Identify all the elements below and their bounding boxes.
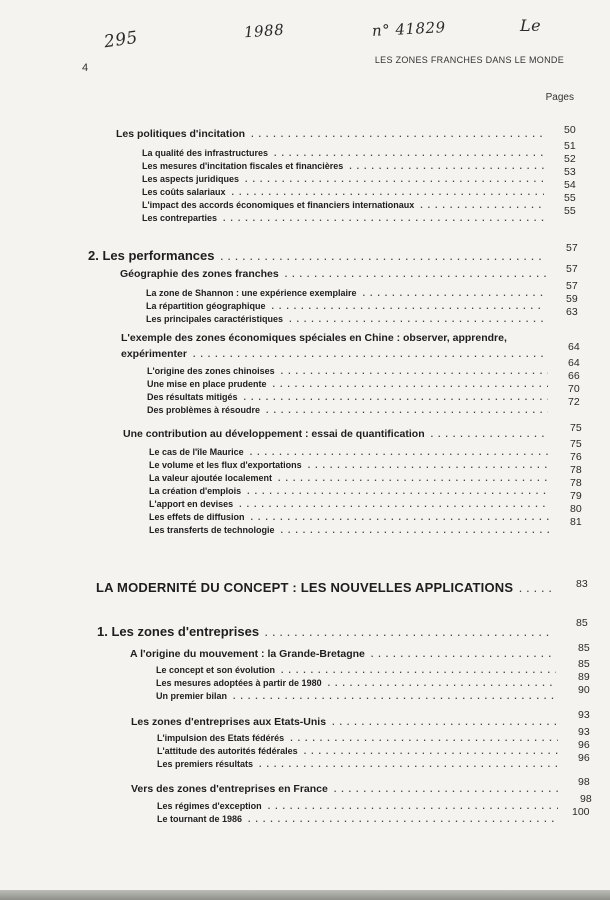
toc-page: 96 (578, 752, 590, 764)
toc-item: Le volume et les flux d'exportations . . . (149, 460, 550, 470)
toc-section-chine-line1: L'exemple des zones économiques spéciales en Chine : observer, apprendre, (121, 332, 507, 344)
toc-page: 100 (572, 806, 590, 818)
handwritten-tail: Le (520, 16, 542, 35)
toc-page: 93 (578, 726, 590, 738)
toc-page: 78 (570, 477, 582, 489)
toc-item: Une mise en place prudente . . . (147, 379, 548, 389)
toc-section-etats-unis: Les zones d'entreprises aux Etats-Unis . . . (131, 716, 558, 728)
toc-section-incitation (116, 128, 544, 140)
toc-item: Les régimes d'exception . . . (157, 801, 558, 811)
toc-title: LA MODERNITÉ DU CONCEPT : LES NOUVELLES APPLICATIONS (96, 580, 514, 595)
toc-page: 59 (566, 293, 578, 305)
toc-title: 1. Les zones d'entreprises (97, 624, 260, 639)
toc-section-geographie: Géographie des zones franches . . . (120, 268, 546, 280)
handwritten-year: 1988 (243, 20, 285, 42)
toc-page: 57 (566, 242, 578, 254)
toc-item: L'attitude des autorités fédérales . . . (157, 746, 558, 756)
toc-item: La répartition géographique . . . (146, 301, 546, 311)
handwritten-number: 295 (102, 27, 140, 53)
toc-item: Les coûts salariaux . . . (142, 187, 544, 197)
toc-item: Des résultats mitigés . . . (147, 392, 548, 402)
toc-title: 2. Les performances (88, 248, 215, 263)
toc-page: 98 (578, 776, 590, 788)
toc-page: 50 (564, 124, 576, 136)
toc-item: Le tournant de 1986 . . . (157, 814, 558, 824)
toc-section-contribution: Une contribution au développement : essai de quantification . . . (123, 428, 548, 440)
toc-page: 83 (576, 578, 588, 590)
toc-page: 85 (578, 658, 590, 670)
toc-item: La valeur ajoutée localement . . . (149, 473, 550, 483)
toc-chapter-zones-entreprises (97, 624, 554, 639)
toc-part-modernite (96, 580, 554, 595)
toc-item: La zone de Shannon : une expérience exemplaire . . . (146, 288, 546, 298)
toc-title: Les politiques d'incitation (116, 128, 246, 140)
toc-page: 52 (564, 153, 576, 165)
toc-page: 75 (570, 422, 582, 434)
toc-item: La qualité des infrastructures . . . (142, 148, 544, 158)
toc-chapter-performances (88, 248, 546, 263)
toc-page: 64 (568, 341, 580, 353)
toc-page: 81 (570, 516, 582, 528)
running-title: LES ZONES FRANCHES DANS LE MONDE (374, 55, 564, 65)
toc-page: 57 (566, 263, 578, 275)
toc-section-chine-line2: expérimenter . . . (121, 348, 548, 360)
toc-page: 79 (570, 490, 582, 502)
toc-item: La création d'emplois . . . (149, 486, 550, 496)
toc-page: 90 (578, 684, 590, 696)
toc-item: L'impact des accords économiques et financiers internationaux . . . (142, 200, 544, 210)
toc-page: 98 (580, 793, 592, 805)
toc-page: 53 (564, 166, 576, 178)
toc-page: 63 (566, 306, 578, 318)
page-bottom-edge (0, 890, 610, 900)
toc-item: L'origine des zones chinoises . . . (147, 366, 548, 376)
toc-section-origine: A l'origine du mouvement : la Grande-Bretagne . . . (130, 648, 556, 660)
toc-item: Les aspects juridiques . . . (142, 174, 544, 184)
toc-page: 85 (576, 617, 588, 629)
toc-page: 54 (564, 179, 576, 191)
toc-page: 89 (578, 671, 590, 683)
toc-item: Les mesures adoptées à partir de 1980 . . . (156, 678, 556, 688)
toc-page: 51 (564, 140, 576, 152)
toc-item: Le cas de l'île Maurice . . . (149, 447, 550, 457)
toc-page: 64 (568, 357, 580, 369)
toc-page: 76 (570, 451, 582, 463)
toc-item: Les premiers résultats . . . (157, 759, 558, 769)
toc-item: L'impulsion des Etats fédérés . . . (157, 733, 558, 743)
toc-page: 72 (568, 396, 580, 408)
toc-page: 57 (566, 280, 578, 292)
toc-page: 55 (564, 192, 576, 204)
toc-page: 85 (578, 642, 590, 654)
toc-page: 66 (568, 370, 580, 382)
toc-page: 93 (578, 709, 590, 721)
pages-column-label: Pages (545, 92, 574, 103)
toc-page: 80 (570, 503, 582, 515)
toc-item: Les transferts de technologie . . . (149, 525, 550, 535)
toc-page: 75 (570, 438, 582, 450)
handwritten-ref: n° 41829 (371, 18, 447, 40)
toc-item: Les contreparties . . . (142, 213, 544, 223)
toc-item: Des problèmes à résoudre . . . (147, 405, 548, 415)
toc-item: L'apport en devises . . . (149, 499, 550, 509)
toc-item: Les mesures d'incitation fiscales et financières . . . (142, 161, 544, 171)
toc-item: Un premier bilan . . . (156, 691, 556, 701)
toc-page: 96 (578, 739, 590, 751)
toc-page: 78 (570, 464, 582, 476)
toc-page: 55 (564, 205, 576, 217)
toc-item: Le concept et son évolution . . . (156, 665, 556, 675)
page-number: 4 (82, 62, 89, 74)
dot-leader (251, 129, 544, 139)
toc-page: 70 (568, 383, 580, 395)
toc-section-france: Vers des zones d'entreprises en France . . . (131, 783, 558, 795)
toc-item: Les principales caractéristiques . . . (146, 314, 546, 324)
toc-item: Les effets de diffusion . . . (149, 512, 550, 522)
